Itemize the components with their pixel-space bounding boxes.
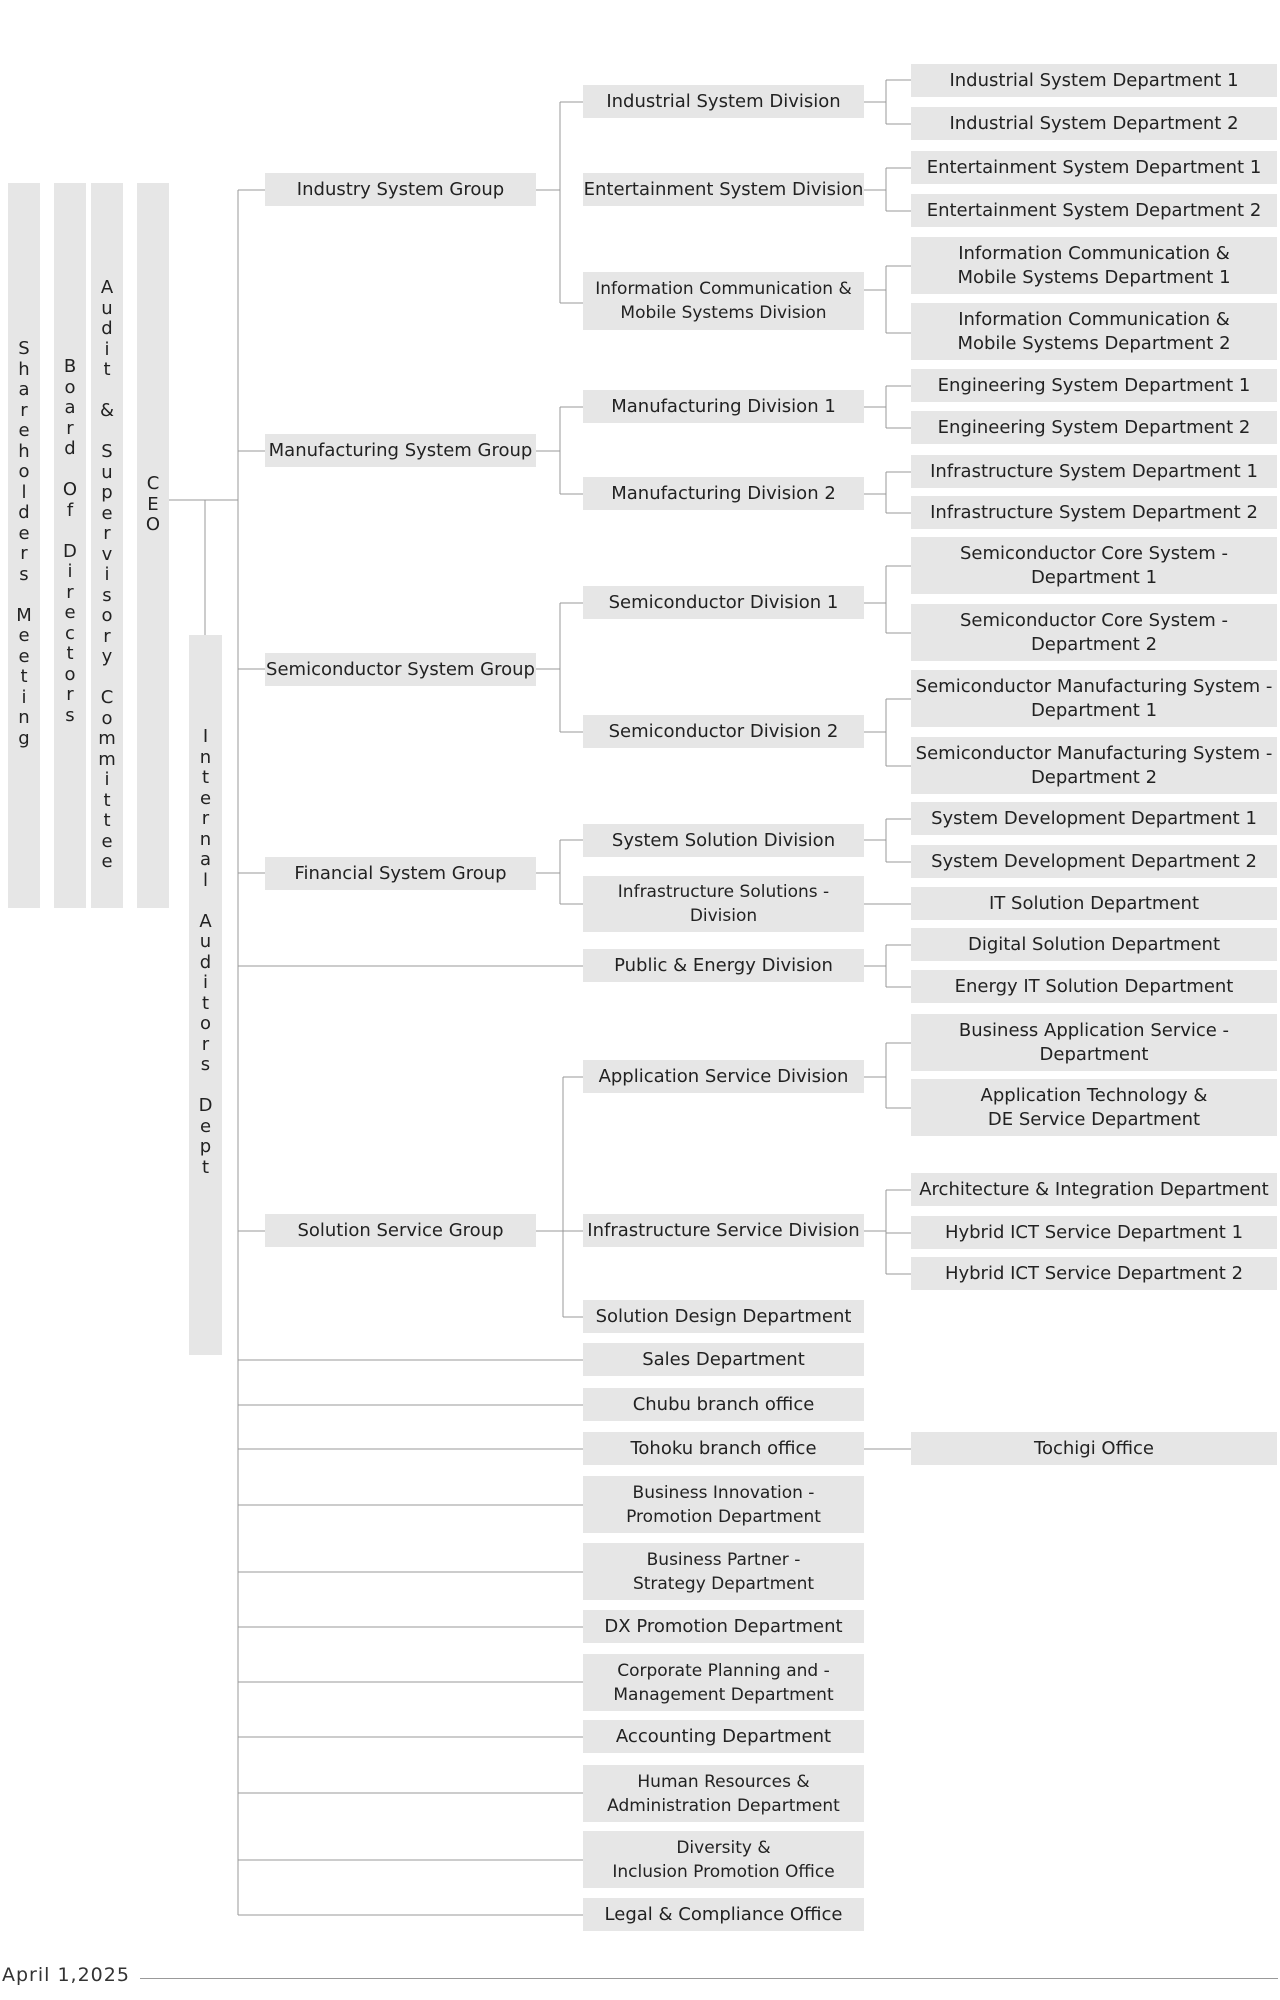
tohoku-branch-office: Tohoku branch office [583, 1432, 864, 1465]
department-energy-it: Energy IT Solution Department [911, 970, 1277, 1003]
group-manufacturing: Manufacturing System Group [265, 434, 536, 467]
department-system-dev-1: System Development Department 1 [911, 802, 1277, 835]
division-infocomm: Information Communication & Mobile Systems Division [583, 272, 864, 330]
department-infocomm-2: Information Communication & Mobile Systems Department 2 [911, 303, 1277, 360]
division-semiconductor-2: Semiconductor Division 2 [583, 715, 864, 748]
department-it-solution: IT Solution Department [911, 887, 1277, 920]
footer-divider [140, 1978, 1278, 1979]
board-of-directors [54, 183, 86, 908]
legal-compliance-office: Legal & Compliance Office [583, 1898, 864, 1931]
division-manufacturing-2: Manufacturing Division 2 [583, 477, 864, 510]
group-financial: Financial System Group [265, 857, 536, 890]
department-system-dev-2: System Development Department 2 [911, 845, 1277, 878]
division-public-energy: Public & Energy Division [583, 949, 864, 982]
dx-promotion-department: DX Promotion Department [583, 1610, 864, 1643]
department-business-application: Business Application Service - Department [911, 1014, 1277, 1071]
accounting-department: Accounting Department [583, 1720, 864, 1753]
internal-auditors-dept [189, 635, 222, 1355]
chubu-branch-office: Chubu branch office [583, 1388, 864, 1421]
department-digital-solution: Digital Solution Department [911, 928, 1277, 961]
division-application-service: Application Service Division [583, 1060, 864, 1093]
division-entertainment: Entertainment System Division [583, 173, 864, 206]
solution-design-department: Solution Design Department [583, 1300, 864, 1333]
division-manufacturing-1: Manufacturing Division 1 [583, 390, 864, 423]
ceo-label: C E O [145, 473, 161, 535]
tochigi-office: Tochigi Office [911, 1432, 1277, 1465]
department-industrial-2: Industrial System Department 2 [911, 107, 1277, 140]
sales-department: Sales Department [583, 1343, 864, 1376]
human-resources-department: Human Resources & Administration Department [583, 1765, 864, 1822]
board-of-directors-label: B o a r d O f D i r e c t o r s [62, 356, 78, 726]
department-hybrid-ict-1: Hybrid ICT Service Department 1 [911, 1216, 1277, 1249]
department-architecture: Architecture & Integration Department [911, 1173, 1277, 1206]
department-infrastructure-2: Infrastructure System Department 2 [911, 496, 1277, 529]
division-infra-solutions: Infrastructure Solutions - Division [583, 876, 864, 932]
department-entertainment-1: Entertainment System Department 1 [911, 151, 1277, 184]
department-infrastructure-1: Infrastructure System Department 1 [911, 455, 1277, 488]
business-innovation-department: Business Innovation - Promotion Department [583, 1476, 864, 1533]
department-hybrid-ict-2: Hybrid ICT Service Department 2 [911, 1257, 1277, 1290]
shareholders-meeting-label: S h a r e h o l d e r s M e e t i n g [16, 338, 32, 749]
group-industry: Industry System Group [265, 173, 536, 206]
internal-auditors-dept-label: I n t e r n a l A u d i t o r s D e p t [198, 726, 213, 1178]
audit-supervisory-committee [91, 183, 123, 908]
department-entertainment-2: Entertainment System Department 2 [911, 194, 1277, 227]
shareholders-meeting [8, 183, 40, 908]
department-semi-mfg-1: Semiconductor Manufacturing System - Department 1 [911, 670, 1277, 727]
audit-supervisory-committee-label: A u d i t & S u p e r v i s o r y C o m m i t t e e [98, 277, 116, 872]
department-engineering-1: Engineering System Department 1 [911, 369, 1277, 402]
department-semi-core-1: Semiconductor Core System - Department 1 [911, 537, 1277, 594]
department-semi-mfg-2: Semiconductor Manufacturing System - Department 2 [911, 737, 1277, 794]
department-engineering-2: Engineering System Department 2 [911, 411, 1277, 444]
ceo-box [137, 183, 169, 908]
diversity-inclusion-office: Diversity & Inclusion Promotion Office [583, 1831, 864, 1888]
division-infra-service: Infrastructure Service Division [583, 1214, 864, 1247]
department-industrial-1: Industrial System Department 1 [911, 64, 1277, 97]
division-semiconductor-1: Semiconductor Division 1 [583, 586, 864, 619]
corporate-planning-department: Corporate Planning and - Management Department [583, 1654, 864, 1711]
division-industrial: Industrial System Division [583, 85, 864, 118]
footer-date: April 1,2025 [2, 1964, 130, 1986]
division-system-solution: System Solution Division [583, 824, 864, 857]
department-semi-core-2: Semiconductor Core System - Department 2 [911, 604, 1277, 661]
department-infocomm-1: Information Communication & Mobile Systems Department 1 [911, 237, 1277, 294]
business-partner-department: Business Partner - Strategy Department [583, 1543, 864, 1600]
department-application-technology: Application Technology & DE Service Department [911, 1079, 1277, 1136]
group-solution: Solution Service Group [265, 1214, 536, 1247]
group-semiconductor: Semiconductor System Group [265, 653, 536, 686]
